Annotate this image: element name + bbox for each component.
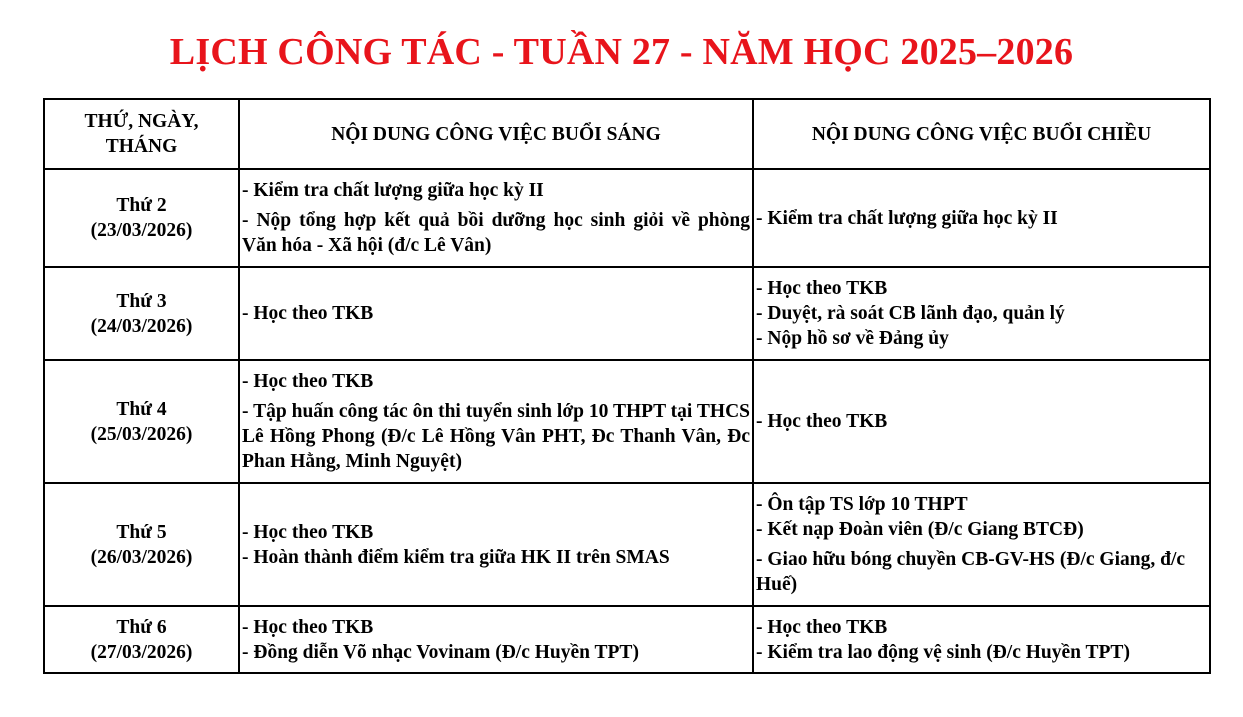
day-label: Thứ 6 bbox=[116, 616, 167, 638]
task-item: - Kiểm tra chất lượng giữa học kỳ II bbox=[242, 180, 544, 201]
task-item: - Học theo TKB bbox=[756, 411, 888, 432]
date-label: (25/03/2026) bbox=[90, 423, 193, 445]
table-row bbox=[44, 606, 1210, 673]
task-item: - Nộp hồ sơ về Đảng ủy bbox=[756, 328, 949, 349]
morning-cell bbox=[239, 483, 753, 606]
task-item: - Học theo TKB bbox=[242, 616, 374, 638]
task-item: - Đồng diễn Võ nhạc Vovinam (Đ/c Huyền TPT) bbox=[242, 641, 639, 663]
afternoon-cell bbox=[753, 267, 1210, 360]
date-label: (26/03/2026) bbox=[90, 546, 193, 568]
date-label: (24/03/2026) bbox=[90, 315, 193, 337]
day-cell bbox=[44, 360, 239, 483]
table-row bbox=[44, 360, 1210, 483]
header-row bbox=[44, 99, 1210, 169]
task-item: - Tập huấn công tác ôn thi tuyển sinh lớp 10 THPT tại THCS Lê Hồng Phong (Đ/c Lê Hồng Vân PHT, Đc Thanh Vân, Đc Phan Hằng, Minh Nguyệt) bbox=[242, 401, 750, 472]
table-row bbox=[44, 169, 1210, 267]
morning-cell bbox=[239, 606, 753, 673]
task-item: - Hoàn thành điểm kiểm tra giữa HK II trên SMAS bbox=[242, 546, 670, 568]
task-item: - Giao hữu bóng chuyền CB-GV-HS (Đ/c Giang, đ/c Huế) bbox=[756, 549, 1186, 595]
day-label: Thứ 2 bbox=[116, 195, 167, 216]
task-item: - Học theo TKB bbox=[756, 616, 888, 638]
page-title: LỊCH CÔNG TÁC - TUẦN 27 - NĂM HỌC 2025–2026 bbox=[169, 31, 1074, 73]
schedule-table bbox=[43, 98, 1211, 674]
task-item: - Học theo TKB bbox=[242, 371, 374, 392]
header-day: THỨ, NGÀY, THÁNG bbox=[44, 99, 239, 169]
task-item: - Kiểm tra chất lượng giữa học kỳ II bbox=[756, 207, 1058, 229]
morning-cell bbox=[239, 360, 753, 483]
morning-cell bbox=[239, 169, 753, 267]
day-label: Thứ 3 bbox=[116, 290, 167, 312]
task-item: - Học theo TKB bbox=[242, 303, 374, 324]
header-afternoon: NỘI DUNG CÔNG VIỆC BUỔI CHIỀU bbox=[753, 99, 1210, 169]
header-morning: NỘI DUNG CÔNG VIỆC BUỔI SÁNG bbox=[239, 99, 753, 169]
afternoon-cell bbox=[753, 169, 1210, 267]
day-cell bbox=[44, 267, 239, 360]
afternoon-cell bbox=[753, 606, 1210, 673]
date-label: (27/03/2026) bbox=[90, 641, 193, 663]
afternoon-cell bbox=[753, 483, 1210, 606]
task-item: - Ôn tập TS lớp 10 THPT bbox=[756, 494, 968, 515]
task-item: - Học theo TKB bbox=[756, 278, 888, 299]
task-item: - Duyệt, rà soát CB lãnh đạo, quản lý bbox=[756, 303, 1065, 324]
day-label: Thứ 5 bbox=[116, 521, 167, 543]
table-row bbox=[44, 267, 1210, 360]
afternoon-cell bbox=[753, 360, 1210, 483]
morning-cell bbox=[239, 267, 753, 360]
table-row bbox=[44, 483, 1210, 606]
task-item: - Kết nạp Đoàn viên (Đ/c Giang BTCĐ) bbox=[756, 519, 1084, 540]
date-label: (23/03/2026) bbox=[90, 220, 193, 241]
task-item: - Học theo TKB bbox=[242, 521, 374, 543]
task-item: - Nộp tổng hợp kết quả bồi dưỡng học sinh giỏi về phòng Văn hóa - Xã hội (đ/c Lê Vân) bbox=[242, 210, 750, 256]
task-item: - Kiểm tra lao động vệ sinh (Đ/c Huyền TPT) bbox=[756, 641, 1130, 663]
day-label: Thứ 4 bbox=[116, 398, 167, 420]
day-cell bbox=[44, 169, 239, 267]
day-cell bbox=[44, 483, 239, 606]
day-cell bbox=[44, 606, 239, 673]
